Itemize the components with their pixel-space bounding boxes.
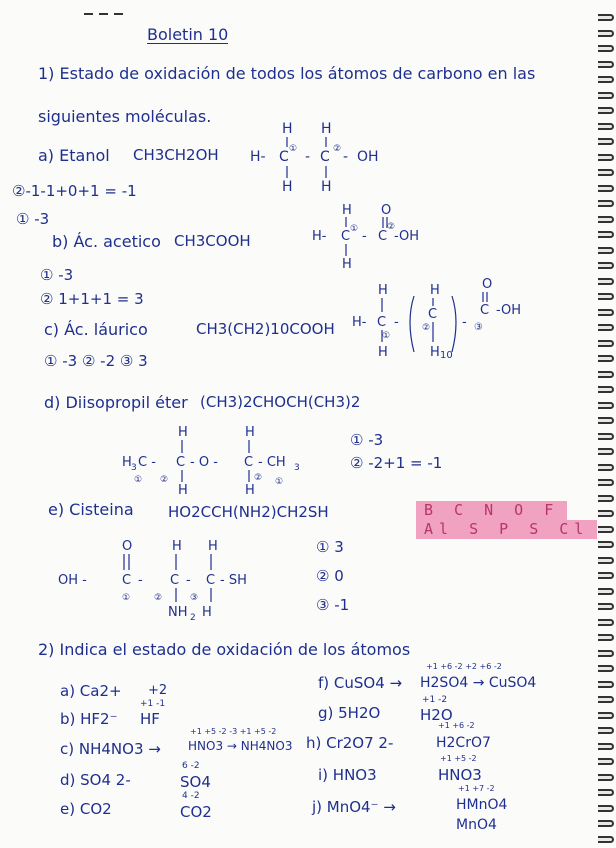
q1b-formula: CH3COOH	[174, 232, 251, 250]
top-edge-marks	[84, 0, 144, 4]
svg-text:3: 3	[131, 463, 137, 473]
spiral-ring	[598, 526, 614, 533]
svg-text:-: -	[462, 315, 467, 330]
q2b-answer: HF	[140, 710, 160, 728]
q1a-label: a) Etanol	[38, 146, 110, 165]
q2b: b) HF2⁻	[60, 710, 118, 728]
q1b-carbon1: ① -3	[40, 266, 74, 284]
svg-text:H: H	[208, 539, 218, 554]
element-highlight-row1: B C N O F	[416, 501, 567, 520]
svg-text:O: O	[482, 277, 493, 292]
spiral-ring	[598, 340, 614, 347]
spiral-ring	[598, 820, 614, 827]
q2h: h) Cr2O7 2-	[306, 734, 394, 752]
svg-text:C: C	[170, 573, 180, 588]
svg-text:H: H	[122, 455, 132, 470]
svg-text:C: C	[480, 303, 490, 318]
q1e-label: e) Cisteina	[48, 500, 134, 519]
q2h-answer: H2CrO7	[436, 735, 491, 751]
q2f-ox-states: +1 +6 -2 +2 +6 -2	[426, 662, 502, 671]
svg-text:C: C	[428, 307, 438, 322]
spiral-ring	[598, 293, 614, 300]
svg-text:- O -: - O -	[190, 455, 218, 470]
spiral-ring	[598, 262, 614, 269]
spiral-ring	[598, 805, 614, 812]
q1d-formula: (CH3)2CHOCH(CH3)2	[200, 393, 361, 411]
q2d-ox-states: 6 -2	[182, 761, 200, 771]
svg-text:②: ②	[254, 473, 263, 483]
q1-heading-line1: 1) Estado de oxidación de todos los átomos de carbono en las	[38, 64, 536, 83]
q2d-answer: SO4	[180, 773, 211, 791]
spiral-ring	[598, 464, 614, 471]
q2e: e) CO2	[60, 800, 112, 818]
q2f-answer: H2SO4 → CuSO4	[420, 675, 537, 691]
spiral-ring	[598, 681, 614, 688]
q2d: d) SO4 2-	[60, 771, 131, 789]
svg-text:OH -: OH -	[58, 573, 87, 588]
svg-text:3: 3	[294, 463, 300, 473]
spiral-ring	[598, 634, 614, 641]
spiral-ring	[598, 185, 614, 192]
q1e-carbon3: ③ -1	[316, 596, 350, 614]
svg-text:-OH: -OH	[394, 229, 420, 244]
svg-text:H: H	[178, 483, 188, 498]
spiral-ring	[598, 200, 614, 207]
ethanol-structure	[245, 118, 395, 198]
svg-text:C -: C -	[138, 455, 156, 470]
svg-text:2: 2	[190, 613, 196, 620]
svg-text:H: H	[245, 425, 255, 440]
spiral-ring	[598, 169, 614, 176]
svg-text:C: C	[341, 229, 351, 244]
q1-heading-line2: siguientes moléculas.	[38, 107, 212, 126]
spiral-ring	[598, 309, 614, 316]
q2b-ox-states: +1 -1	[140, 699, 166, 709]
cysteine-structure	[56, 534, 276, 620]
svg-text:-: -	[394, 315, 399, 330]
svg-text:C: C	[320, 149, 330, 165]
svg-text:①: ①	[350, 224, 359, 234]
spiral-ring	[598, 727, 614, 734]
q2e-ox-states: 4 -2	[182, 791, 200, 801]
svg-text:H: H	[342, 203, 352, 218]
q1a-carbon1: ① -3	[16, 210, 50, 228]
svg-text:H-: H-	[250, 149, 266, 165]
q2a: a) Ca2+	[60, 682, 122, 700]
spiral-ring	[598, 572, 614, 579]
svg-text:H: H	[321, 179, 332, 195]
spiral-ring	[598, 743, 614, 750]
q1e-carbon1: ① 3	[316, 538, 344, 556]
q1c-label: c) Ác. láurico	[44, 320, 148, 339]
q1b-label: b) Ác. acetico	[52, 232, 161, 251]
spiral-ring	[598, 355, 614, 362]
svg-text:-OH: -OH	[496, 303, 522, 318]
q2c-answer: HNO3 → NH4NO3	[188, 739, 293, 753]
spiral-ring	[598, 650, 614, 657]
spiral-ring	[598, 448, 614, 455]
svg-text:①: ①	[289, 144, 298, 154]
q1c-answers: ① -3 ② -2 ③ 3	[44, 352, 148, 370]
svg-text:C: C	[279, 149, 289, 165]
svg-text:C: C	[206, 573, 216, 588]
q1c-formula: CH3(CH2)10COOH	[196, 320, 335, 338]
svg-text:H: H	[202, 605, 212, 620]
svg-text:②: ②	[387, 222, 396, 232]
svg-text:C: C	[244, 455, 254, 470]
svg-text:10: 10	[440, 350, 453, 361]
svg-text:C: C	[377, 315, 387, 330]
svg-text:①: ①	[275, 477, 284, 487]
spiral-ring	[598, 510, 614, 517]
q1d-carbon2: ② -2+1 = -1	[350, 454, 443, 472]
svg-text:NH: NH	[168, 605, 188, 620]
q1d-carbon1: ① -3	[350, 431, 384, 449]
svg-text:H: H	[282, 179, 293, 195]
svg-text:②: ②	[422, 323, 431, 333]
spiral-ring	[598, 247, 614, 254]
spiral-ring	[598, 479, 614, 486]
svg-text:-: -	[186, 573, 191, 588]
spiral-ring	[598, 836, 614, 843]
q2c: c) NH4NO3 →	[60, 740, 161, 758]
spiral-ring	[598, 154, 614, 161]
spiral-ring	[598, 386, 614, 393]
element-highlight-row2: Al S P S Cl	[416, 520, 597, 539]
svg-text:③: ③	[474, 322, 483, 333]
spiral-ring	[598, 433, 614, 440]
spiral-ring	[598, 14, 614, 21]
spiral-ring	[598, 231, 614, 238]
svg-text:H-: H-	[352, 315, 367, 330]
lauric-acid-structure	[350, 276, 550, 366]
spiral-ring	[598, 619, 614, 626]
q2i-ox-states: +1 +5 -2	[440, 754, 477, 763]
q2j: j) MnO4⁻ →	[312, 798, 396, 816]
spiral-ring	[598, 603, 614, 610]
q1a-formula: CH3CH2OH	[133, 146, 219, 164]
svg-text:H: H	[378, 283, 388, 298]
svg-text:- SH: - SH	[220, 573, 247, 588]
svg-text:②: ②	[333, 144, 342, 154]
svg-text:①: ①	[134, 475, 143, 485]
spiral-ring	[598, 495, 614, 502]
svg-text:H: H	[321, 121, 332, 137]
svg-text:C: C	[176, 455, 186, 470]
svg-text:-: -	[138, 573, 143, 588]
q2j-answer2: MnO4	[456, 817, 497, 833]
spiral-ring	[598, 92, 614, 99]
svg-text:C: C	[378, 229, 388, 244]
q2i: i) HNO3	[318, 766, 377, 784]
svg-text:③: ③	[190, 593, 199, 603]
spiral-ring	[598, 324, 614, 331]
spiral-ring	[598, 61, 614, 68]
spiral-ring	[598, 789, 614, 796]
spiral-ring	[598, 417, 614, 424]
svg-text:O: O	[122, 539, 133, 554]
svg-text:②: ②	[160, 475, 169, 485]
spiral-ring	[598, 541, 614, 548]
q2g-answer: H2O	[420, 706, 453, 724]
diisopropyl-ether-structure	[120, 422, 320, 498]
q1e-formula: HO2CCH(NH2)CH2SH	[168, 503, 329, 521]
svg-text:C: C	[122, 573, 132, 588]
spiral-ring	[598, 216, 614, 223]
q1d-label: d) Diisopropil éter	[44, 393, 188, 412]
spiral-ring	[598, 696, 614, 703]
page-title: Boletin 10	[147, 25, 229, 44]
svg-text:-: -	[362, 229, 367, 244]
spiral-ring	[598, 712, 614, 719]
q2j-answer: HMnO4	[456, 797, 508, 813]
q2j-ox-states: +1 +7 -2	[458, 784, 495, 793]
svg-text:O: O	[381, 203, 392, 218]
spiral-ring	[598, 371, 614, 378]
spiral-ring	[598, 402, 614, 409]
svg-text:H: H	[378, 345, 388, 360]
svg-text:H: H	[178, 425, 188, 440]
svg-text:①: ①	[122, 593, 131, 603]
q2c-ox-states: +1 +5 -2 -3 +1 +5 -2	[190, 727, 277, 736]
svg-text:- CH: - CH	[258, 455, 286, 470]
q2a-answer: +2	[148, 683, 168, 698]
svg-text:H: H	[430, 283, 440, 298]
spiral-ring	[598, 76, 614, 83]
spiral-ring	[598, 557, 614, 564]
svg-text:-: -	[343, 149, 349, 165]
q2g: g) 5H2O	[318, 704, 381, 722]
q2g-ox-states: +1 -2	[422, 695, 448, 705]
spiral-ring	[598, 758, 614, 765]
svg-text:H-: H-	[312, 229, 327, 244]
spiral-ring	[598, 665, 614, 672]
svg-text:-: -	[305, 149, 311, 165]
spiral-ring	[598, 123, 614, 130]
q2h-ox-states: +1 +6 -2	[438, 721, 475, 730]
svg-text:H: H	[430, 345, 440, 360]
acetic-acid-structure	[306, 200, 456, 272]
q2e-answer: CO2	[180, 803, 212, 821]
svg-text:OH: OH	[357, 149, 379, 165]
spiral-ring	[598, 30, 614, 37]
spiral-ring	[598, 774, 614, 781]
spiral-ring	[598, 138, 614, 145]
q2-heading: 2) Indica el estado de oxidación de los átomos	[38, 640, 411, 659]
q2f: f) CuSO4 →	[318, 674, 403, 692]
spiral-ring	[598, 107, 614, 114]
q2i-answer: HNO3	[438, 766, 482, 784]
q1e-carbon2: ② 0	[316, 567, 344, 585]
q1a-equation: ②-1-1+0+1 = -1	[12, 182, 137, 200]
svg-text:②: ②	[154, 593, 163, 603]
svg-text:H: H	[245, 483, 255, 498]
spiral-ring	[598, 588, 614, 595]
svg-text:H: H	[172, 539, 182, 554]
svg-text:H: H	[282, 121, 293, 137]
svg-text:①: ①	[382, 331, 391, 341]
spiral-ring	[598, 45, 614, 52]
svg-text:H: H	[342, 257, 352, 272]
spiral-ring	[598, 278, 614, 285]
q1b-carbon2: ② 1+1+1 = 3	[40, 290, 144, 308]
